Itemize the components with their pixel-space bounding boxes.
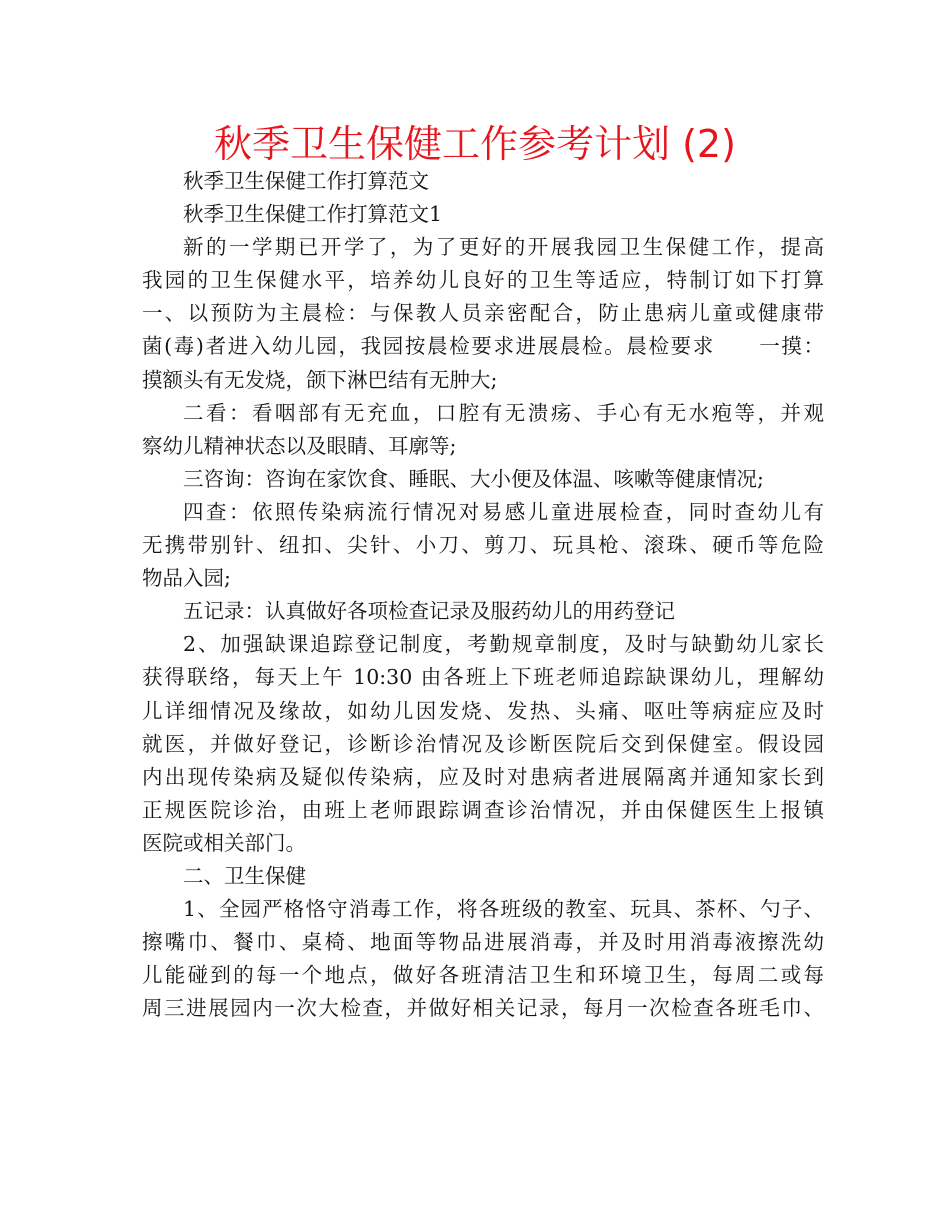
text-line: 三咨询：咨询在家饮食、睡眠、大小便及体温、咳嗽等健康情况; (183, 466, 764, 491)
text-line: 内出现传染病及疑似传染病，应及时对患病者进展隔离并通知家长到 (142, 764, 824, 789)
text-line: 获得联络，每天上午 10:30 由各班上下班老师追踪缺课幼儿，理解幼 (142, 665, 824, 690)
text-line: 儿详细情况及缘故，如幼儿因发烧、发热、头痛、呕吐等病症应及时 (142, 698, 824, 723)
text-line: 2、加强缺课追踪登记制度，考勤规章制度，及时与缺勤幼儿家长 (183, 632, 824, 657)
text-line: 新的一学期已开学了，为了更好的开展我园卫生保健工作，提高 (183, 235, 824, 260)
text-line: 1、全园严格恪守消毒工作，将各班级的教室、玩具、茶杯、勺子、 (183, 897, 824, 922)
text-line: 察幼儿精神状态以及眼睛、耳廓等; (142, 433, 457, 458)
text-line: 无携带别针、纽扣、尖针、小刀、剪刀、玩具枪、滚珠、硬币等危险 (142, 533, 824, 558)
text-line: 擦嘴巾、餐巾、桌椅、地面等物品进展消毒，并及时用消毒液擦洗幼 (142, 930, 824, 955)
text-line: 物品入园; (142, 566, 231, 591)
text-line: 菌(毒)者进入幼儿园，我园按晨检要求进展晨检。晨检要求 一摸： (142, 334, 824, 359)
document-body (142, 165, 824, 1025)
text-line: 四查：依照传染病流行情况对易感儿童进展检查，同时查幼儿有 (183, 499, 824, 524)
text-line: 秋季卫生保健工作打算范文 (183, 169, 429, 193)
text-line: 五记录：认真做好各项检查记录及服药幼儿的用药登记 (183, 599, 675, 624)
text-line: 周三进展园内一次大检查，并做好相关记录，每月一次检查各班毛巾、 (142, 996, 824, 1021)
text-line: 秋季卫生保健工作打算范文1 (183, 202, 443, 227)
text-line: 就医，并做好登记，诊断诊治情况及诊断医院后交到保健室。假设园 (142, 731, 824, 756)
document-title: 秋季卫生保健工作参考计划 (2) (214, 122, 736, 166)
section-heading: 二、卫生保健 (183, 863, 306, 888)
text-line: 摸额头有无发烧，颌下淋巴结有无肿大; (142, 367, 498, 392)
text-line: 我园的卫生保健水平，培养幼儿良好的卫生等适应，特制订如下打算 (142, 268, 824, 293)
text-line: 二看：看咽部有无充血，口腔有无溃疡、手心有无水疱等，并观 (183, 400, 824, 425)
text-line: 正规医院诊治，由班上老师跟踪调查诊治情况，并由保健医生上报镇 (142, 797, 824, 822)
text-line: 医院或相关部门。 (142, 830, 306, 855)
text-line: 儿能碰到的每一个地点，做好各班清洁卫生和环境卫生，每周二或每 (142, 963, 824, 988)
text-line: 一、以预防为主晨检：与保教人员亲密配合，防止患病儿童或健康带 (142, 301, 824, 326)
